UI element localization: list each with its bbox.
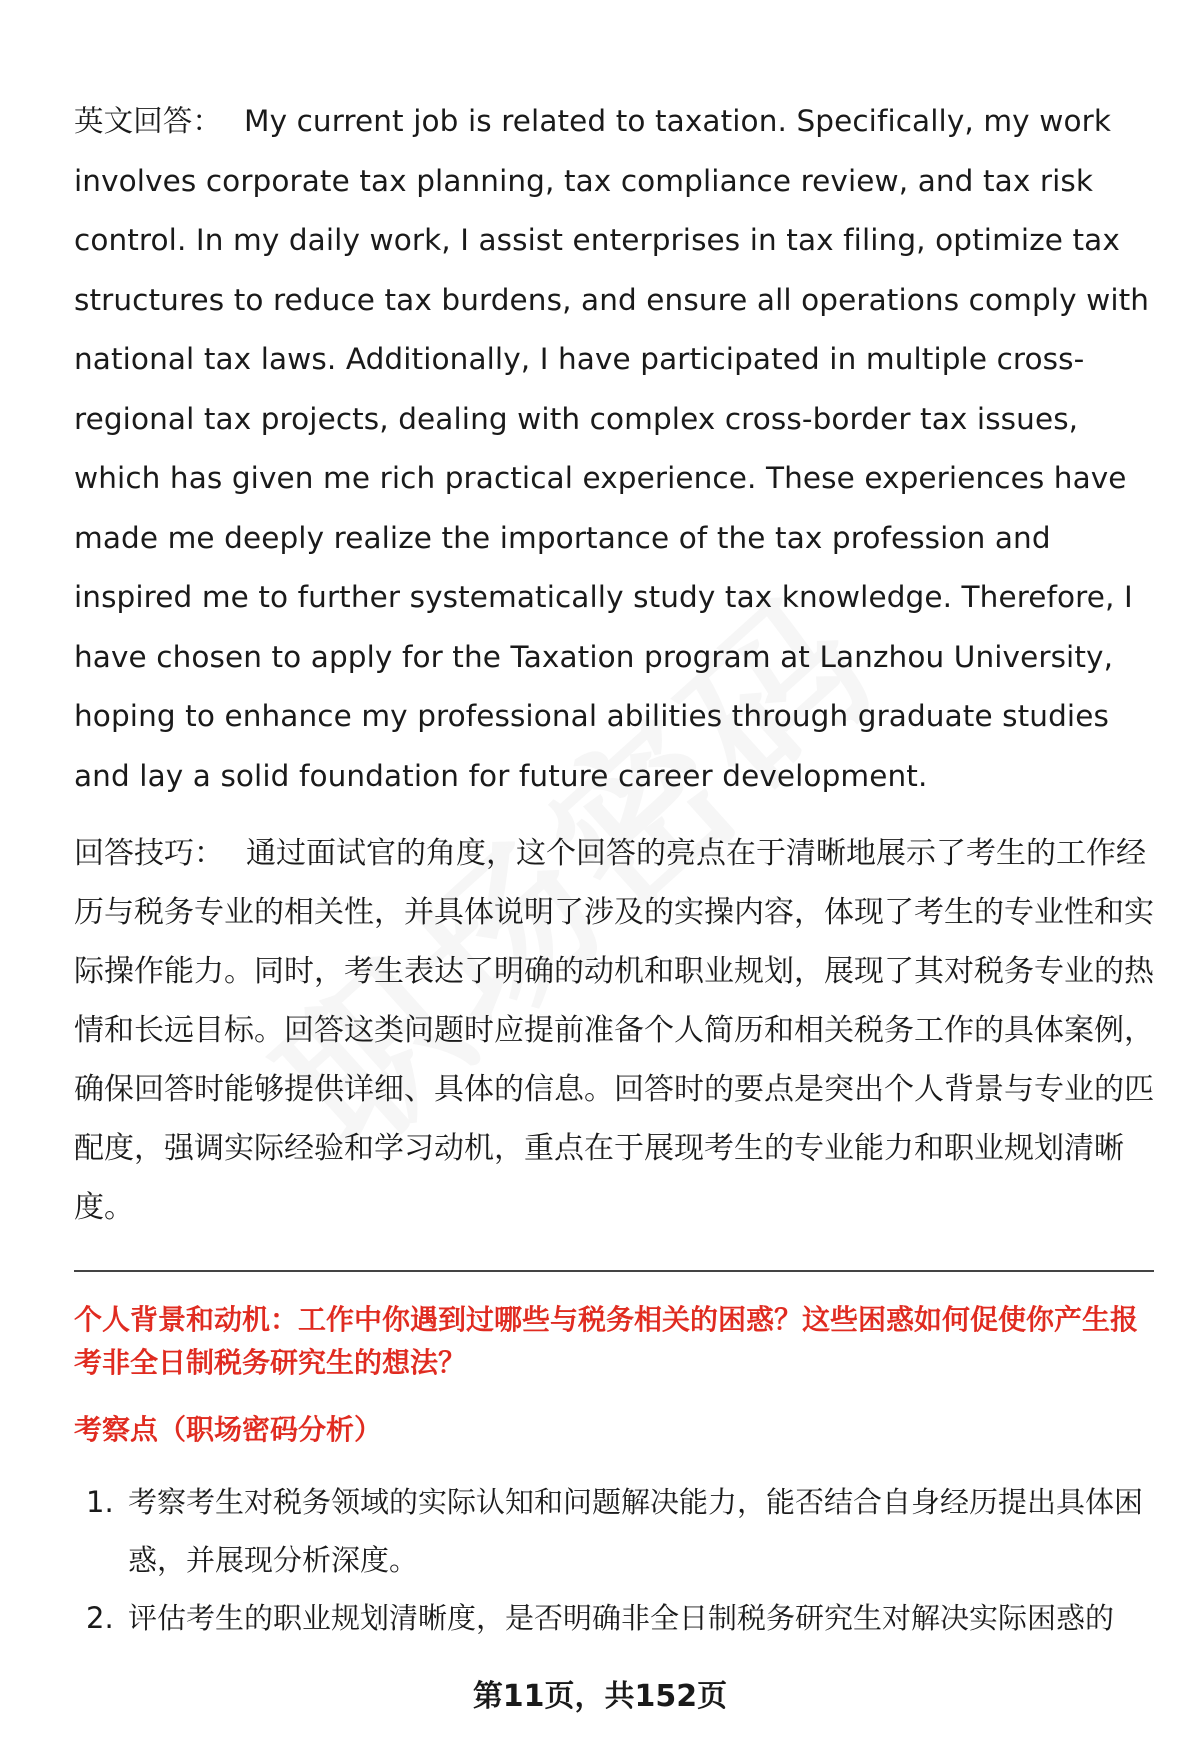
list-item-number: 1. bbox=[86, 1485, 114, 1519]
answer-tips-label: 回答技巧： bbox=[74, 836, 224, 871]
list-item bbox=[74, 1473, 1154, 1589]
list-item-text: 考察考生对税务领域的实际认知和问题解决能力，能否结合自身经历提出具体困惑，并展现分析深度。 bbox=[128, 1485, 1144, 1577]
document-page bbox=[74, 92, 1154, 1647]
english-answer-label: 英文回答： bbox=[74, 104, 223, 138]
english-answer-text: My current job is related to taxation. Specifically, my work involves corporate tax planning, tax compliance review, and tax risk control. In my daily work, I assist enterprises in tax filing, optimize tax structures to reduce tax burdens, and ensure all operations comply with national tax laws. Additionally, I have participated in multiple cross-regional tax projects, dealing with complex cross-border tax issues, which has given me rich practical experience. These experiences have made me deeply realize the importance of the tax profession and inspired me to further systematically study tax knowledge. Therefore, I have chosen to apply for the Taxation program at Lanzhou University, hoping to enhance my professional abilities through graduate studies and lay a solid foundation for future career development. bbox=[74, 104, 1150, 793]
answer-tips-paragraph bbox=[74, 824, 1154, 1237]
page-footer: 第11页，共152页 bbox=[472, 1679, 728, 1714]
list-item bbox=[74, 1589, 1154, 1647]
answer-tips-text: 通过面试官的角度，这个回答的亮点在于清晰地展示了考生的工作经历与税务专业的相关性，并具体说明了涉及的实操内容，体现了考生的专业性和实际操作能力。同时，考生表达了明确的动机和职业规划，展现了其对税务专业的热情和长远目标。回答这类问题时应提前准备个人简历和相关税务工作的具体案例，确保回答时能够提供详细、具体的信息。回答时的要点是突出个人背景与专业的匹配度，强调实际经验和学习动机，重点在于展现考生的专业能力和职业规划清晰度。 bbox=[74, 836, 1154, 1225]
section-divider bbox=[74, 1270, 1154, 1272]
exam-points-list bbox=[74, 1473, 1154, 1647]
question-heading: 个人背景和动机：工作中你遇到过哪些与税务相关的困惑？这些困惑如何促使你产生报考非全日制税务研究生的想法？ bbox=[74, 1303, 1139, 1379]
list-item-text: 评估考生的职业规划清晰度，是否明确非全日制税务研究生对解决实际困惑的 bbox=[128, 1601, 1115, 1635]
english-answer-paragraph bbox=[74, 92, 1154, 806]
list-item-number: 2. bbox=[86, 1601, 114, 1635]
exam-points-heading: 考察点（职场密码分析） bbox=[74, 1413, 383, 1446]
